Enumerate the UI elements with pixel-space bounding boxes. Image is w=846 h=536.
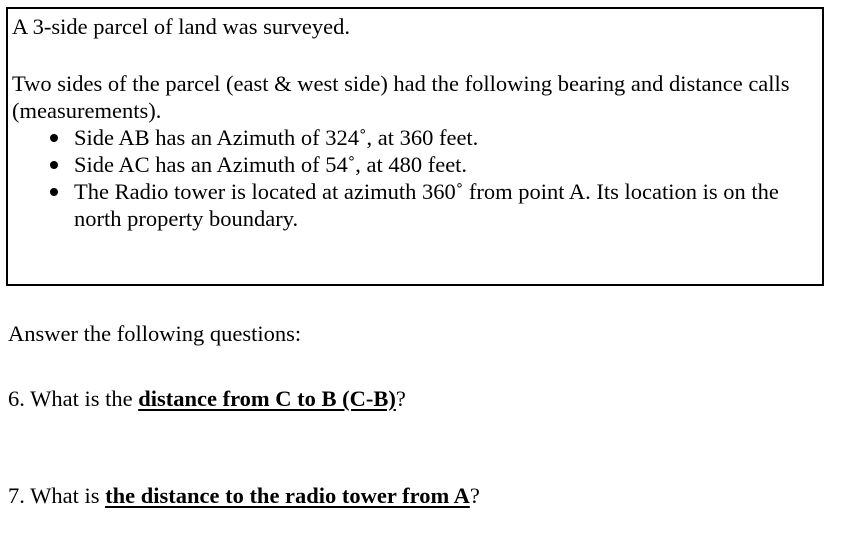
survey-call-radio-tower: The Radio tower is located at azimuth 360˚ from point A. Its location is on the north property boundary.: [12, 178, 822, 232]
question-7-emphasis: the distance to the radio tower from A: [105, 483, 470, 508]
instructions-text: Answer the following questions:: [8, 321, 302, 346]
question-6-emphasis: distance from C to B (C-B): [138, 386, 396, 411]
question-6-suffix: ?: [395, 386, 406, 411]
survey-call-ac: Side AC has an Azimuth of 54˚, at 480 feet.: [12, 151, 822, 178]
problem-intro: A 3-side parcel of land was surveyed.: [12, 14, 351, 39]
survey-calls-list: [12, 124, 822, 232]
problem-statement-box: [6, 7, 824, 286]
survey-call-ab: Side AB has an Azimuth of 324˚, at 360 feet.: [12, 124, 822, 151]
question-7: [8, 482, 480, 509]
question-7-prefix: 7. What is: [8, 483, 106, 508]
question-6-prefix: 6. What is the: [8, 386, 139, 411]
question-7-suffix: ?: [469, 483, 480, 508]
question-6: [8, 385, 406, 412]
problem-description: Two sides of the parcel (east & west side) had the following bearing and distance calls (measurements).: [12, 71, 790, 123]
